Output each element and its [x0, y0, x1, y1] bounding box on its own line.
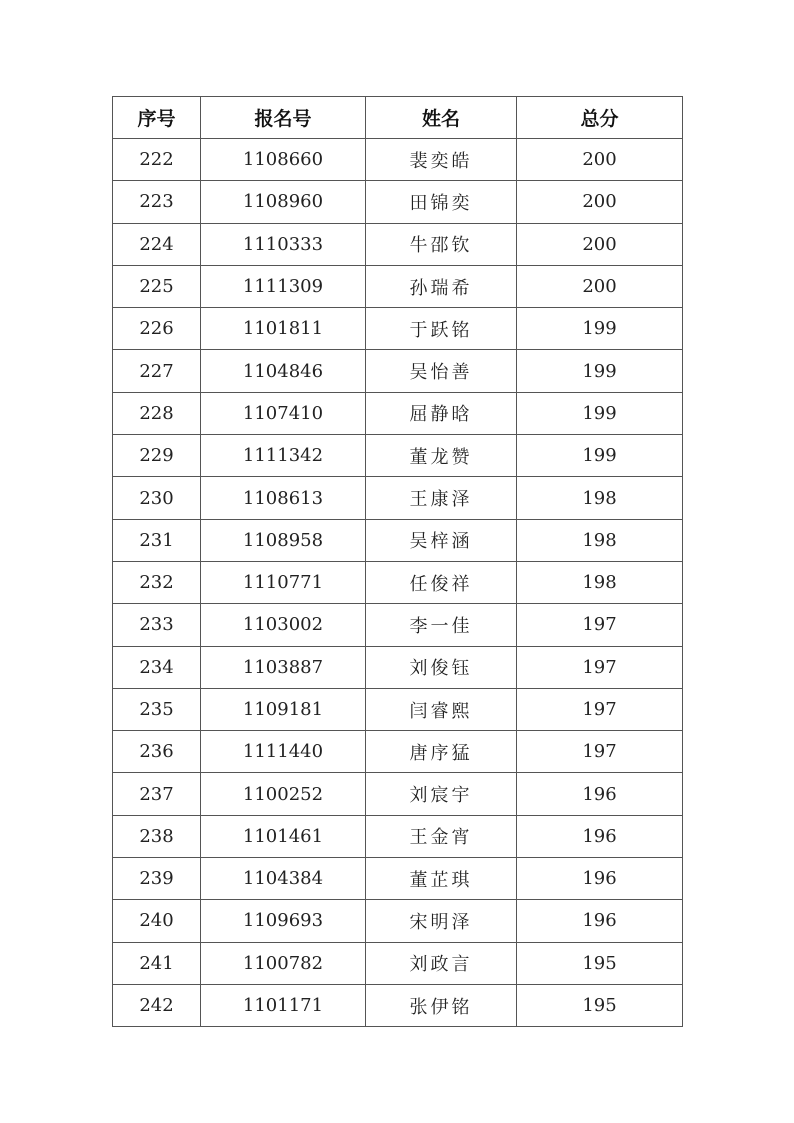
cell-seq: 229	[113, 435, 201, 477]
cell-name: 王金宵	[366, 815, 517, 857]
cell-reg-no: 1100782	[201, 942, 366, 984]
cell-seq: 230	[113, 477, 201, 519]
cell-reg-no: 1103887	[201, 646, 366, 688]
header-seq: 序号	[113, 97, 201, 139]
score-table	[112, 96, 683, 1027]
cell-reg-no: 1107410	[201, 392, 366, 434]
cell-name: 董龙赞	[366, 435, 517, 477]
header-reg-no: 报名号	[201, 97, 366, 139]
cell-name: 李一佳	[366, 604, 517, 646]
cell-name: 于跃铭	[366, 308, 517, 350]
table-row	[113, 308, 683, 350]
cell-seq: 235	[113, 688, 201, 730]
cell-reg-no: 1111309	[201, 265, 366, 307]
cell-total: 200	[517, 181, 683, 223]
table-row	[113, 223, 683, 265]
table-row	[113, 350, 683, 392]
cell-total: 196	[517, 858, 683, 900]
cell-reg-no: 1101171	[201, 984, 366, 1026]
cell-name: 刘政言	[366, 942, 517, 984]
cell-name: 裴奕皓	[366, 139, 517, 181]
cell-total: 200	[517, 265, 683, 307]
cell-seq: 227	[113, 350, 201, 392]
cell-name: 牛邵钦	[366, 223, 517, 265]
cell-seq: 225	[113, 265, 201, 307]
cell-reg-no: 1108958	[201, 519, 366, 561]
cell-total: 198	[517, 519, 683, 561]
cell-name: 任俊祥	[366, 561, 517, 603]
cell-name: 唐序猛	[366, 731, 517, 773]
cell-seq: 240	[113, 900, 201, 942]
cell-total: 199	[517, 308, 683, 350]
cell-reg-no: 1103002	[201, 604, 366, 646]
table-row	[113, 984, 683, 1026]
cell-seq: 223	[113, 181, 201, 223]
cell-reg-no: 1104846	[201, 350, 366, 392]
cell-name: 王康泽	[366, 477, 517, 519]
table-row	[113, 139, 683, 181]
cell-name: 宋明泽	[366, 900, 517, 942]
cell-name: 刘宸宇	[366, 773, 517, 815]
cell-total: 199	[517, 435, 683, 477]
header-name: 姓名	[366, 97, 517, 139]
table-row	[113, 265, 683, 307]
table-body	[113, 139, 683, 1027]
table-row	[113, 942, 683, 984]
cell-total: 196	[517, 900, 683, 942]
cell-seq: 232	[113, 561, 201, 603]
table-row	[113, 435, 683, 477]
cell-reg-no: 1108960	[201, 181, 366, 223]
cell-reg-no: 1111342	[201, 435, 366, 477]
table-row	[113, 773, 683, 815]
cell-reg-no: 1110771	[201, 561, 366, 603]
table-row	[113, 519, 683, 561]
cell-total: 197	[517, 688, 683, 730]
table-row	[113, 477, 683, 519]
cell-total: 198	[517, 561, 683, 603]
cell-reg-no: 1108613	[201, 477, 366, 519]
cell-name: 张伊铭	[366, 984, 517, 1026]
table-row	[113, 181, 683, 223]
cell-seq: 241	[113, 942, 201, 984]
cell-seq: 222	[113, 139, 201, 181]
cell-total: 198	[517, 477, 683, 519]
cell-seq: 224	[113, 223, 201, 265]
cell-reg-no: 1110333	[201, 223, 366, 265]
cell-seq: 238	[113, 815, 201, 857]
cell-seq: 231	[113, 519, 201, 561]
table-header	[113, 97, 683, 139]
cell-name: 董芷琪	[366, 858, 517, 900]
table-row	[113, 392, 683, 434]
table-row	[113, 815, 683, 857]
cell-seq: 233	[113, 604, 201, 646]
cell-total: 197	[517, 604, 683, 646]
table-row	[113, 604, 683, 646]
cell-total: 196	[517, 815, 683, 857]
cell-seq: 239	[113, 858, 201, 900]
header-row	[113, 97, 683, 139]
cell-seq: 236	[113, 731, 201, 773]
cell-name: 屈静晗	[366, 392, 517, 434]
cell-reg-no: 1100252	[201, 773, 366, 815]
cell-total: 200	[517, 223, 683, 265]
cell-total: 195	[517, 942, 683, 984]
table-row	[113, 731, 683, 773]
cell-total: 196	[517, 773, 683, 815]
cell-reg-no: 1109693	[201, 900, 366, 942]
cell-total: 195	[517, 984, 683, 1026]
cell-reg-no: 1104384	[201, 858, 366, 900]
cell-name: 吴怡善	[366, 350, 517, 392]
cell-seq: 228	[113, 392, 201, 434]
cell-name: 田锦奕	[366, 181, 517, 223]
header-total: 总分	[517, 97, 683, 139]
cell-total: 197	[517, 646, 683, 688]
cell-reg-no: 1111440	[201, 731, 366, 773]
cell-name: 吴梓涵	[366, 519, 517, 561]
cell-reg-no: 1101811	[201, 308, 366, 350]
cell-total: 200	[517, 139, 683, 181]
cell-total: 197	[517, 731, 683, 773]
cell-seq: 226	[113, 308, 201, 350]
cell-reg-no: 1108660	[201, 139, 366, 181]
table-row	[113, 858, 683, 900]
cell-seq: 234	[113, 646, 201, 688]
cell-seq: 237	[113, 773, 201, 815]
cell-total: 199	[517, 392, 683, 434]
cell-total: 199	[517, 350, 683, 392]
cell-reg-no: 1101461	[201, 815, 366, 857]
table-row	[113, 646, 683, 688]
table-row	[113, 900, 683, 942]
cell-name: 闫睿熙	[366, 688, 517, 730]
cell-name: 刘俊钰	[366, 646, 517, 688]
cell-seq: 242	[113, 984, 201, 1026]
cell-reg-no: 1109181	[201, 688, 366, 730]
table-row	[113, 688, 683, 730]
cell-name: 孙瑞希	[366, 265, 517, 307]
table-row	[113, 561, 683, 603]
